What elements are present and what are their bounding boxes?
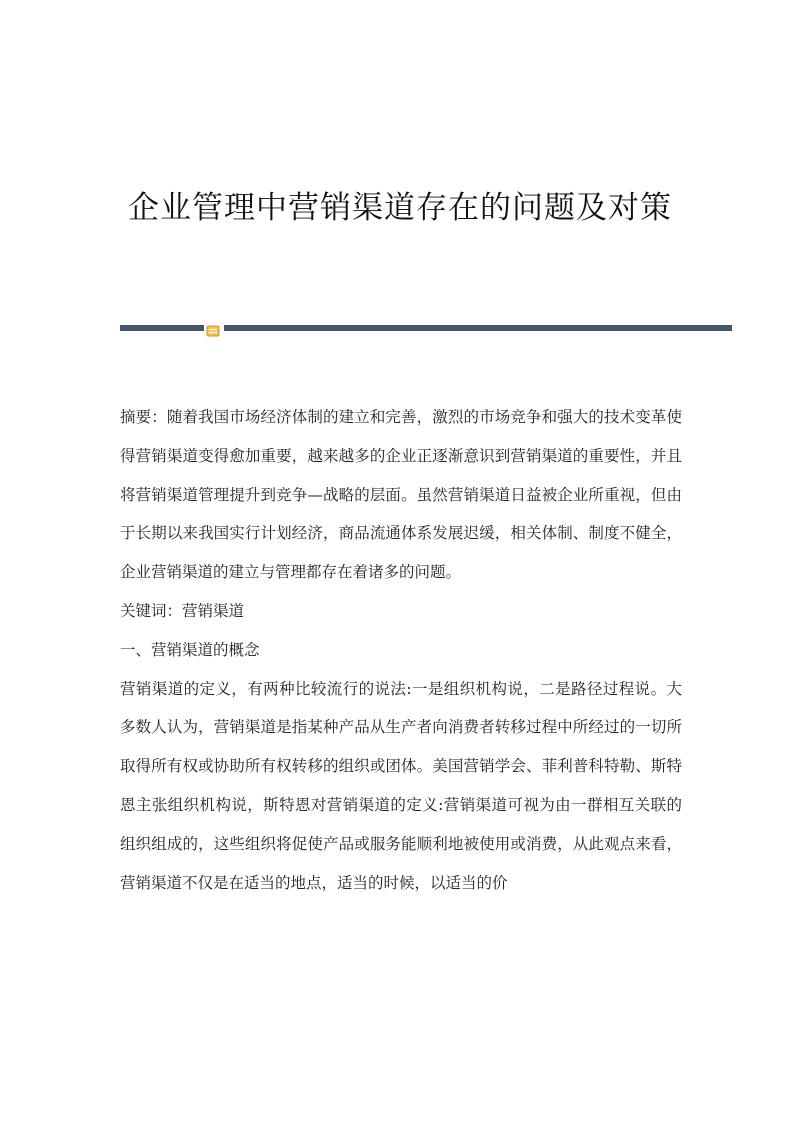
- keywords-paragraph: 关键词：营销渠道: [120, 601, 245, 620]
- document-title: 企业管理中营销渠道存在的问题及对策: [128, 190, 672, 226]
- title-divider: [120, 324, 732, 332]
- document-body: [120, 398, 682, 902]
- section-heading: 一、营销渠道的概念: [120, 640, 260, 659]
- divider-emblem-icon: [206, 322, 220, 334]
- abstract-paragraph: 摘要：随着我国市场经济体制的建立和完善，激烈的市场竞争和强大的技术变革使得营销渠道变得愈加重要，越来越多的企业正逐渐意识到营销渠道的重要性，并且将营销渠道管理提升到竞争—战略的层面。虽然营销渠道日益被企业所重视，但由于长期以来我国实行计划经济，商品流通体系发展迟缓，相关体制、制度不健全，企业营销渠道的建立与管理都存在着诸多的问题。: [120, 408, 682, 582]
- divider-bar-right: [224, 325, 732, 331]
- divider-bar-left: [120, 325, 204, 331]
- body-paragraph: 营销渠道的定义，有两种比较流行的说法:一是组织机构说，二是路径过程说。大多数人认为，营销渠道是指某种产品从生产者向消费者转移过程中所经过的一切所取得所有权或协助所有权转移的组织或团体。美国营销学会、菲利普科特勒、斯特恩主张组织机构说，斯特恩对营销渠道的定义:营销渠道可视为由一群相互关联的组织组成的，这些组织将促使产品或服务能顺利地被使用或消费，从此观点来看，营销渠道不仅是在适当的地点，适当的时候，以适当的价: [120, 679, 682, 892]
